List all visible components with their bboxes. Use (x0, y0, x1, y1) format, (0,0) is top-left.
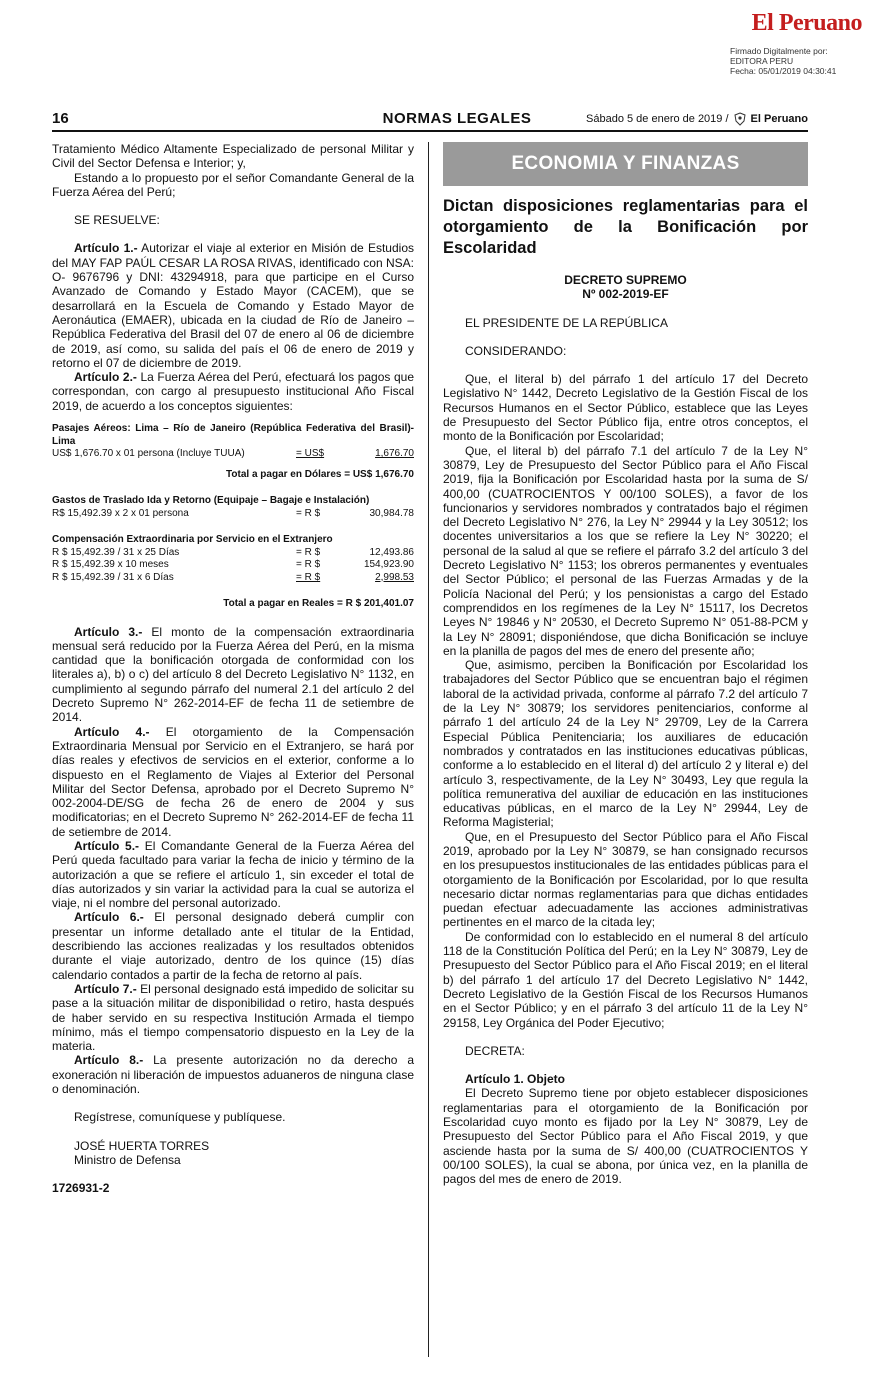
header-rule (52, 130, 808, 132)
article-text: La presente autorización no da derecho a exoneración ni liberación de impuestos aduaneros de ninguna clase o denominación. (52, 1053, 414, 1097)
header-date: Sábado 5 de enero de 2019 / (586, 113, 729, 125)
article-6 (52, 910, 414, 981)
cost-desc: R$ 15,492.39 x 2 x 01 persona (52, 507, 189, 519)
cost-value: 2,998.53 (375, 571, 414, 583)
cost-title: Pasajes Aéreos: Lima – Río de Janeiro (República Federativa del Brasil)- Lima (52, 423, 414, 447)
article-label: Artículo 3.- (74, 624, 143, 639)
signature-line: EDITORA PERU (730, 56, 794, 66)
paragraph: El Decreto Supremo tiene por objeto establecer disposiciones reglamentarias para el otorgamiento de la Bonificación por Escolaridad cuyo monto es fijado por la Ley N° 30879, Ley de Presupuesto del Sector Público para el Año Fiscal 2019, y que asciende hasta por la suma de S/ 400,00 (CUATROCIENTOS Y 00/100 SOLES), la cual se abona, por única vez, en la planilla de pagos del mes de enero de 2019. (443, 1086, 808, 1187)
article-8 (52, 1053, 414, 1096)
right-column (443, 142, 808, 1187)
article-1 (52, 241, 414, 370)
cost-eq: = R $ (296, 507, 321, 519)
cost-desc: R $ 15,492.39 / 31 x 6 Días (52, 571, 174, 583)
article-label: Artículo 4.- (74, 724, 150, 739)
cost-breakdown (52, 423, 414, 611)
closing-formula: Regístrese, comuníquese y publíquese. (74, 1110, 286, 1125)
article-heading: Artículo 1. Objeto (465, 1072, 566, 1087)
header-publication: El Peruano (750, 113, 808, 125)
article-label: Artículo 6.- (74, 910, 144, 925)
cost-title: Compensación Extraordinaria por Servicio en el Extranjero (52, 534, 333, 546)
signer-name: JOSÉ HUERTA TORRES (74, 1138, 210, 1153)
national-crest-icon (733, 112, 747, 126)
article-2 (52, 370, 414, 413)
article-label: Artículo 8.- (74, 1053, 144, 1068)
article-text: El Comandante General de la Fuerza Aérea del Perú queda facultado para variar la fecha de inicio y término de la autorización a que se refiere el artículo 1, sin exceder el total de días autorizados y sin variar la actividad para la cual se autoriza el viaje, ni el nombre del personal autorizado. (52, 839, 415, 911)
cost-row (52, 547, 414, 560)
article-text: El otorgamiento de la Compensación Extraordinaria Mensual por Servicio en el Extranjero, se hará por días reales y efectivos de servicios en el exterior, conforme a lo dispuesto en el Reglamento de Viajes al Exterior del Personal Militar del Sector Defensa, aprobado por el Decreto Supremo N° 002-2004-DE/SG de fecha 26 de enero de 2004 y sus modificatorias; en el Decreto Supremo N° 262-2014-EF de fecha 11 de setiembre de 2014. (52, 724, 414, 839)
page-number: 16 (52, 110, 69, 127)
article-label: Artículo 7.- (74, 981, 137, 996)
article-label: Artículo 2.- (74, 370, 137, 385)
reales-total: Total a pagar en Reales = R $ 201,401.07 (223, 598, 414, 610)
cost-row (52, 559, 414, 572)
article-5 (52, 839, 414, 910)
article-text: El personal designado está impedido de solicitar su pase a la situación militar de disponibilidad o retiro, hasta después de haber servido en su respectiva Institución Armada el tiempo mínimo, más el tiempo compensatorio dispuesto en la Ley de la materia. (52, 981, 414, 1054)
decree-type: DECRETO SUPREMO (564, 273, 687, 287)
paragraph: Estando a lo propuesto por el señor Comandante General de la Fuerza Aérea del Perú; (52, 170, 414, 199)
paragraph: Que, el literal b) del párrafo 7.1 del artículo 7 de la Ley N° 30879, Ley de Presupuesto del Sector Público para el Año Fiscal 2019, fija la Bonificación por Escolaridad hasta por la suma de S/ 400,00 (CUATROCIENTOS Y 00/100 SOLES), a favor de los funcionarios y servidores nombrados y contratados bajo el régimen del Decreto Legislativo N° 276, la Ley N° 29944 y la Ley 30512; los docentes universitarios a los que se refiere la Ley N° 30220; el personal de la salud al que se refiere el párrafo 3.2 del artículo 3 del Decreto Legislativo N° 1153; los obreros permanentes y eventuales del Sector Público; el personal de las Fuerzas Armadas y de la Policía Nacional del Perú; y los pensionistas a cargo del Estado comprendidos en los regímenes de la Ley N° 15117, los Decretos Leyes N° 19846 y N° 20530, el Decreto Supremo N° 051-88-PCM y la Ley N° 28091; disponiéndose, que dicha Bonificación se incluye en la planilla de pagos del mes de enero del presente año; (443, 443, 808, 658)
signature-line: Fecha: 05/01/2019 04:30:41 (730, 66, 837, 76)
cost-value: 12,493.86 (369, 546, 414, 558)
paragraph: Que, asimismo, perciben la Bonificación por Escolaridad los trabajadores del Sector Público que se encuentran bajo el régimen laboral de la actividad privada, conforme al párrafo 7.2 del artículo 7 de la Ley N° 30879; los servidores penitenciarios, conforme al párrafo 1 del artículo 24 de la Ley N° 29709, Ley de la Carrera Especial Pública Penitenciaria; los auxiliares de educación nombrados y contratados en las instituciones educativas públicas, conforme a lo establecido en el literal d) del artículo 2 y literal e) del artículo 3, respectivamente, de la Ley N° 30493, Ley que regula la política remunerativa del auxiliar de educación en las instituciones educativas públicas, en el marco de la Ley N° 29944, Ley de Reforma Magisterial; (443, 658, 808, 830)
paragraph: Tratamiento Médico Altamente Especializado de personal Militar y Civil del Sector Defensa e Interior; y, (52, 142, 414, 171)
cost-eq: = US$ (296, 448, 325, 460)
considering-heading: CONSIDERANDO: (465, 343, 567, 358)
paragraph: Que, en el Presupuesto del Sector Público para el Año Fiscal 2019, aprobado por la Ley N° 30879, se han consignado recursos en los presupuestos institucionales de las entidades públicas para el otorgamiento de la Bonificación por Escolaridad, por lo que resulta necesario dictar normas reglamentarias para que dichas entidades puedan efectuar adecuadamente las acciones administrativas pertinentes en el marco de la citada ley; (443, 829, 808, 930)
article-text: El monto de la compensación extraordinaria mensual será reducido por la Fuerza Aérea del Perú, en la misma cantidad que la bonificación otorgada de conformidad con los literales a), b) o c) del artículo 8 del Decreto Legislativo N° 1132, en cumplimiento al segundo párrafo del numeral 2.1 del artículo 2 del Decreto Supremo N° 262-2014-EF de fecha 11 de setiembre de 2014. (52, 624, 415, 725)
el-peruano-logo: El Peruano (751, 10, 862, 36)
president-heading: EL PRESIDENTE DE LA REPÚBLICA (465, 315, 668, 330)
cost-value: 154,923.90 (363, 559, 414, 571)
cost-desc: R $ 15,492.39 x 10 meses (52, 559, 169, 571)
signature-line: Firmado Digitalmente por: (730, 46, 828, 56)
cost-eq: = R $ (296, 571, 321, 583)
transfer-block (52, 495, 414, 520)
decrees-heading: DECRETA: (465, 1043, 525, 1058)
document-code: 1726931-2 (52, 1181, 110, 1196)
decree-number: Nº 002-2019-EF (582, 287, 669, 302)
cost-row (52, 572, 414, 585)
dollars-total: Total a pagar en Dólares = US$ 1,676.70 (226, 468, 414, 480)
article-text: Autorizar el viaje al exterior en Misión de Estudios del MAY FAP PAÚL CESAR LA ROSA RIVAS, identificado con NSA: O- 9676796 y DNI: 43294918, para que participe en el Curso Avanzado de Comando y Estado Mayor (CACEM), que se desarrollará en la Escuela de Comando y Estado Mayor de Aeronáutica (EMAER), ubicada en la ciudad de Río de Janeiro – República Federativa del Brasil del 07 de enero al 06 de diciembre de 2019, así como, su salida del país el 06 de enero de 2019 y retorno el 07 de diciembre de 2019. (52, 241, 414, 370)
cost-desc: US$ 1,676.70 x 01 persona (Incluye TUUA) (52, 448, 245, 460)
section-band: ECONOMIA Y FINANZAS (443, 142, 808, 186)
article-label: Artículo 5.- (74, 839, 140, 853)
page-header (52, 110, 808, 130)
article-4 (52, 725, 414, 839)
article-3 (52, 625, 414, 725)
air-tickets-block (52, 423, 414, 481)
cost-row (52, 508, 414, 521)
article-text: El personal designado deberá cumplir con presentar un informe detallado ante el titular de la Entidad, describiendo las acciones realizadas y los resultados obtenidos durante el viaje autorizado, dentro de los quince (15) días calendario contados a partir de la fecha de retorno al país. (52, 910, 414, 982)
cost-value: 1,676.70 (375, 448, 414, 460)
article-7 (52, 982, 414, 1053)
compensation-block (52, 534, 414, 611)
header-date-publication (586, 112, 808, 126)
cost-desc: R $ 15,492.39 / 31 x 25 Días (52, 546, 180, 558)
cost-value: 30,984.78 (369, 507, 414, 519)
cost-title: Gastos de Traslado Ida y Retorno (Equipaje – Bagaje e Instalación) (52, 495, 370, 507)
digital-signature (730, 46, 865, 76)
resolve-heading: SE RESUELVE: (74, 213, 160, 228)
cost-row (52, 448, 414, 461)
left-column (52, 142, 414, 1196)
signer-title: Ministro de Defensa (74, 1152, 181, 1167)
cost-eq: = R $ (296, 546, 321, 558)
decree-title: Dictan disposiciones reglamentarias para el otorgamiento de la Bonificación por Escolaridad (443, 197, 808, 257)
article-label: Artículo 1.- (74, 241, 138, 256)
paragraph: Que, el literal b) del párrafo 1 del artículo 17 del Decreto Legislativo N° 1442, Decreto Legislativo de la Gestión Fiscal de los Recursos Humanos en el Sector Público, establece que las Leyes de Presupuesto del Sector Público fija, entre otros conceptos, el monto de la Bonificación por Escolaridad; (443, 372, 808, 444)
column-divider (428, 142, 429, 1357)
article-text: La Fuerza Aérea del Perú, efectuará los pagos que correspondan, con cargo al presupuesto institucional Año Fiscal 2019, de acuerdo a los conceptos siguientes: (52, 370, 414, 413)
section-name: NORMAS LEGALES (382, 110, 532, 127)
cost-eq: = R $ (296, 559, 321, 571)
paragraph: De conformidad con lo establecido en el numeral 8 del artículo 118 de la Constitución Política del Perú; en la Ley N° 30879, Ley de Presupuesto del Sector Público para el Año Fiscal 2019; en el literal b) del párrafo 1 del artículo 17 del Decreto Legislativo N° 1442, Decreto Legislativo de la Gestión Fiscal de los Recursos Humanos en el Sector Público; y en el párrafo 3 del artículo 11 de la Ley N° 29158, Ley Orgánica del Poder Ejecutivo; (443, 929, 808, 1030)
